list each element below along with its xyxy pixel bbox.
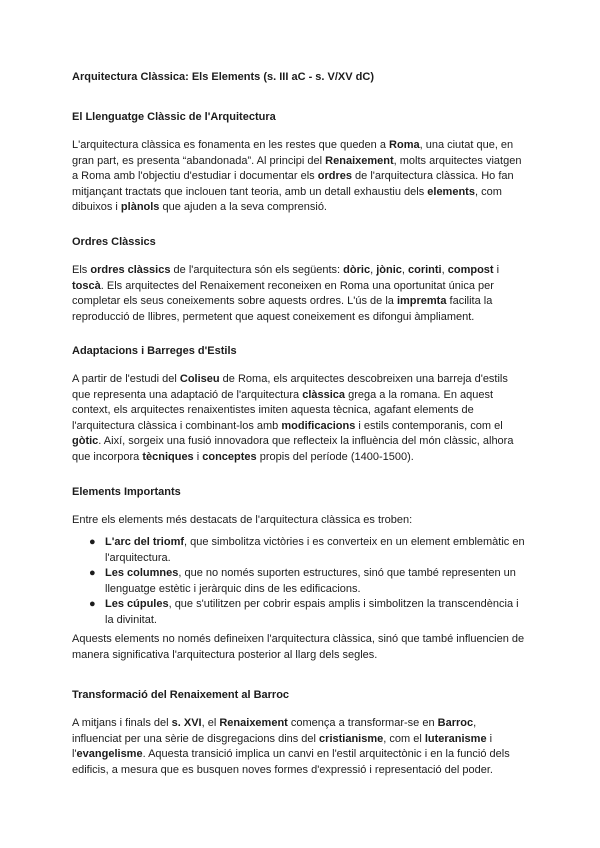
bold-term: cristianisme: [319, 732, 384, 745]
bold-term: luteranisme: [424, 732, 487, 745]
bold-term: ordres clàssics: [90, 264, 171, 276]
bold-term: conceptes: [202, 450, 257, 463]
bold-term: toscà: [72, 279, 101, 292]
bold-term: s. XVI: [171, 717, 202, 729]
section-heading-barroc: Transformació del Renaixement al Barroc: [72, 689, 290, 701]
section-intro-elements: Entre els elements més destacats de l'arquitectura clàssica es troben:: [72, 514, 413, 526]
section-heading-elements: Elements Importants: [72, 486, 181, 498]
bold-term: Coliseu: [179, 373, 220, 385]
document-title: Arquitectura Clàssica: Els Elements (s. III aC - s. V/XV dC): [72, 71, 374, 83]
bold-term: Renaixement: [219, 717, 288, 729]
section-heading-llenguatge: El Llenguatge Clàssic de l'Arquitectura: [72, 111, 276, 123]
bold-term: Les cúpules: [105, 598, 169, 611]
bold-term: tècniques: [142, 450, 194, 463]
section-heading-ordres: Ordres Clàssics: [72, 236, 156, 248]
bullet-icon: ●: [89, 536, 96, 548]
bold-term: modificacions: [281, 419, 356, 432]
section-paragraph-ordres: Els ordres clàssics de l'arquitectura són els següents: dòric, jònic, corinti, compost i toscà. Els arquitectes del Renaixement reconeixen en Roma una oportunitat única per completar els seus coneixements sobre aquests ordres. L'ús de la impremta facilita la reproducció de llibres, permetent que aquest coneixement es difongui àmpliament.: [72, 264, 500, 323]
bold-term: Barroc: [437, 717, 474, 729]
list-item: [72, 566, 528, 597]
bold-term: elements: [427, 185, 475, 198]
bold-term: Renaixement: [325, 154, 394, 167]
section-heading-adaptacions: Adaptacions i Barreges d'Estils: [72, 345, 237, 357]
list-item-text: Les cúpules, que s'utilitzen per cobrir espais amplis i simbolitzen la transcendència i la divinitat.: [105, 598, 519, 626]
section-paragraph-barroc: A mitjans i finals del s. XVI, el Renaixement comença a transformar-se en Barroc, influenciat per una sèrie de disgregacions dins del cristianisme, com el luteranisme i l'evangelisme. Aquesta transició implica un canvi en l'estil arquitectònic i en la funció dels edificis, a mesura que es busquen noves formes d'expressió i representació del poder.: [72, 717, 510, 776]
bold-term: jònic: [376, 264, 402, 276]
bold-term: gòtic: [72, 435, 99, 448]
bold-term: dòric: [343, 264, 371, 276]
bold-term: Les columnes: [105, 567, 179, 580]
section-paragraph-adaptacions: A partir de l'estudi del Coliseu de Roma, els arquitectes descobreixen una barreja d'estils que representa una adaptació de l'arquitectura clàssica grega a la romana. En aquest context, els arquitectes renaixentistes imiten aquesta tècnica, agafant elements de l'arquitectura clàssica i combinant-los amb modificacions i estils contemporanis, com el gòtic. Així, sorgeix una fusió innovadora que reflecteix la influència del món clàssic, alhora que incorpora tècniques i conceptes propis del període (1400-1500).: [72, 373, 514, 463]
bold-term: Roma: [389, 139, 420, 151]
list-item: [72, 597, 528, 628]
bold-term: ordres: [317, 170, 352, 183]
bold-term: corinti: [408, 264, 442, 276]
bold-term: plànols: [120, 201, 160, 214]
bullet-icon: ●: [89, 567, 96, 580]
bullet-icon: ●: [89, 598, 96, 611]
bold-term: evangelisme: [76, 748, 143, 761]
list-item: [72, 535, 528, 566]
bold-term: impremta: [396, 295, 447, 308]
section-paragraph-llenguatge: L'arquitectura clàssica es fonamenta en les restes que queden a Roma, una ciutat que, en gran part, es presenta “abandonada”. Al principi del Renaixement, molts arquitectes viatgen a Roma amb l'objectiu d'estudiar i documentar els ordres de l'arquitectura clàssica. Ho fan mitjançant tractats que inclouen tant teoria, amb un detall exhaustiu dels elements, com dibuixos i plànols que ajuden a la seva comprensió.: [72, 139, 522, 214]
bold-term: L'arc del triomf: [105, 536, 185, 548]
list-item-text: L'arc del triomf, que simbolitza victòries i es converteix en un element emblemàtic en l'arquitectura.: [105, 536, 525, 564]
elements-bullet-list: [72, 535, 528, 629]
bold-term: clàssica: [302, 388, 346, 401]
list-item-text: Les columnes, que no només suporten estructures, sinó que també representen un llenguatge estètic i jeràrquic dins de les edificacions.: [105, 567, 516, 595]
bold-term: compost: [447, 264, 494, 276]
section-outro-elements: Aquests elements no només defineixen l'arquitectura clàssica, sinó que també influencien de manera significativa l'arquitectura posterior al llarg dels segles.: [72, 633, 525, 661]
